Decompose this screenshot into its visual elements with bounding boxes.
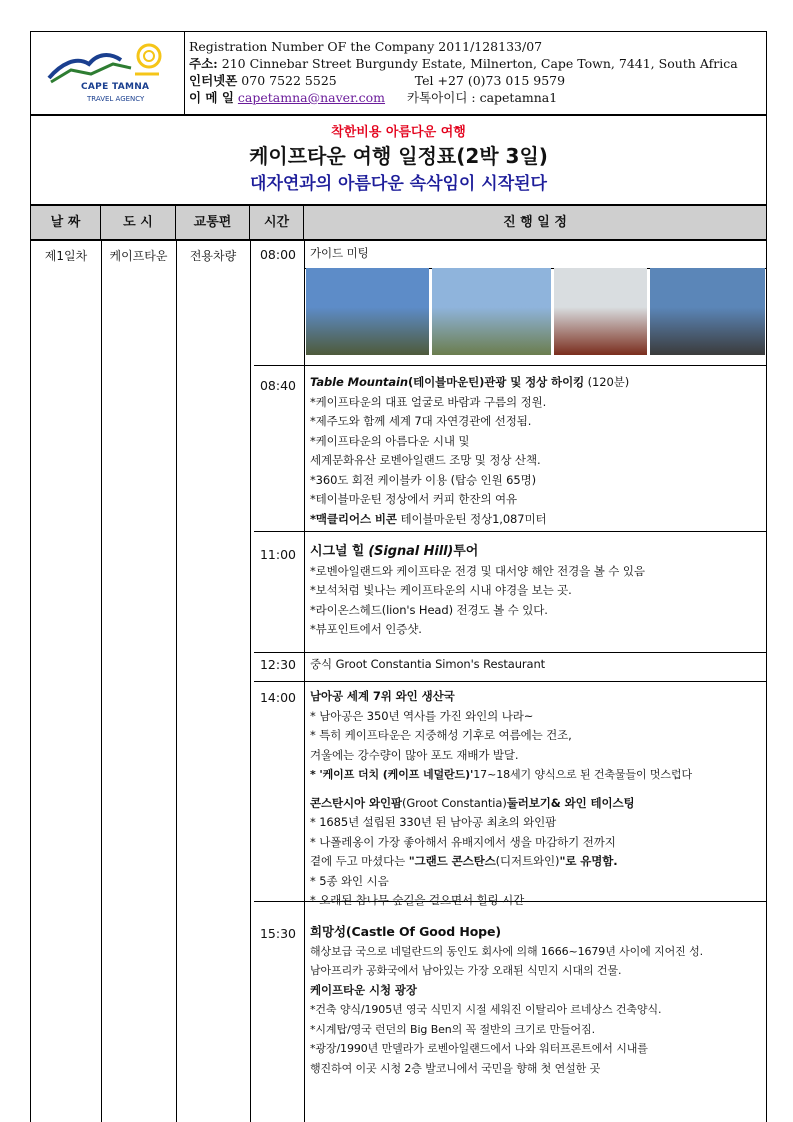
email-line [189, 89, 764, 106]
detail-line: 세계문화유산 로벤아일랜드 조망 및 정상 산책. [310, 453, 541, 467]
detail-pre: 곁에 두고 마셨다는 [310, 854, 409, 868]
time-0800: 08:00 [259, 247, 297, 262]
time-1230: 12:30 [259, 657, 297, 672]
detail-line: 행진하여 이곳 시청 2층 발코니에서 국민을 향해 첫 연설한 곳 [310, 1061, 601, 1075]
detail-strong: *맥클리어스 비콘 [310, 511, 397, 526]
heading-italic: (Signal Hill) [368, 544, 454, 559]
detail-strong: * '케이프 더치 (케이프 네덜란드)' [310, 768, 474, 781]
city-label: 케이프타운 [109, 249, 168, 263]
schedule-text: 중식 Groot Constantia Simon's Restaurant [310, 657, 546, 671]
time-1100: 11:00 [259, 547, 297, 562]
day-label: 제1일차 [44, 249, 88, 263]
logo-title: CAPE TAMNA [81, 82, 150, 92]
sub-heading-rest: (Groot Constantia) [401, 795, 507, 810]
lunch-item [310, 655, 545, 675]
heading-strong: Table Mountain [310, 375, 408, 389]
time-0840: 08:40 [259, 378, 297, 393]
table-header [31, 206, 766, 241]
phone-label: 인터넷폰 [189, 73, 238, 88]
time-1530: 15:30 [259, 926, 297, 941]
time-1400: 14:00 [259, 690, 297, 705]
detail-line [310, 510, 629, 530]
kakao-id: 카톡아이디 : capetamna1 [407, 90, 558, 105]
heading-tail: (120분) [584, 375, 630, 389]
item-heading [310, 373, 629, 393]
divider [101, 239, 102, 1122]
col-city: 도 시 [101, 206, 176, 239]
detail-line: 남아프리카 공화국에서 남아있는 가장 오래된 식민지 시대의 건물. [310, 964, 622, 977]
detail-line: 겨울에는 강수량이 많아 포도 재배가 발달. [310, 747, 519, 762]
detail-line [310, 765, 692, 785]
detail-line: *시계탑/영국 런던의 Big Ben의 꼭 절반의 크기로 만들어짐. [310, 1022, 595, 1036]
item-heading: 희망성(Castle Of Good Hope) [310, 924, 502, 939]
item-heading [310, 542, 645, 562]
detail-line: *케이프타운의 아름다운 시내 및 [310, 433, 470, 448]
detail-line: *로벤아일랜드와 케이프타운 전경 및 대서양 해안 전경을 볼 수 있음 [310, 563, 645, 578]
detail-mid: (디저트와인) [495, 854, 560, 868]
divider [250, 239, 251, 1122]
row-divider [254, 365, 766, 366]
waterfront-evening-photo [650, 268, 765, 355]
title-block [31, 116, 766, 206]
divider [176, 239, 177, 1122]
detail-line: * 특히 케이프타운은 지중해성 기후로 여름에는 건조, [310, 728, 572, 742]
detail-line: *뷰포인트에서 인증샷. [310, 622, 422, 636]
wine-item [310, 687, 692, 911]
logo-box [31, 32, 185, 114]
detail-line: *광장/1990년 만델라가 로벤아일랜드에서 나와 워터프론트에서 시내를 [310, 1042, 648, 1055]
address-line [189, 55, 764, 72]
detail-post: "로 유명함. [559, 854, 618, 868]
detail-line: * 오래된 참나무 숲길을 걸으면서 힐링 시간 [310, 893, 525, 907]
detail-line: *360도 회전 케이블카 이용 (탑승 인원 65명) [310, 472, 536, 487]
detail-line: * 5종 와인 시음 [310, 873, 389, 888]
detail-line: * 나폴레옹이 가장 좋아해서 유배지에서 생을 마감하기 전까지 [310, 834, 616, 849]
detail-rest: 테이블마운틴 정상1,087미터 [396, 511, 547, 526]
page-subtitle: 대자연과의 아름다운 속삭임이 시작된다 [250, 174, 547, 194]
company-info [189, 38, 764, 106]
email-link[interactable]: capetamna@naver.com [237, 90, 386, 105]
heading-strong: 시그널 힐 [310, 544, 365, 559]
detail-line: *테이블마운틴 정상에서 커피 한잔의 여유 [310, 492, 518, 506]
heading-main: (테이블마운틴)관광 및 정상 하이킹 [407, 375, 585, 389]
schedule-item [310, 244, 369, 264]
lions-head-view-photo [432, 268, 551, 355]
detail-line: *제주도와 함께 세계 7대 자연경관에 선정됨. [310, 414, 532, 428]
detail-line: * 1685년 설립된 330년 된 남아공 최초의 와인팜 [310, 815, 557, 829]
table-mountain-cablecar-photo [306, 268, 429, 355]
row-divider [254, 681, 766, 682]
spacer [310, 785, 692, 794]
logo-subtitle: TRAVEL AGENCY [87, 95, 145, 103]
tel-number: Tel +27 (0)73 015 9579 [414, 73, 566, 88]
detail-line: *케이프타운의 대표 얼굴로 바람과 구름의 정원. [310, 394, 547, 409]
address-label: 주소: [189, 56, 218, 71]
row-divider [254, 652, 766, 653]
detail-line: *건축 양식/1905년 영국 식민지 시절 세워진 이탈리아 르네상스 건축양식. [310, 1003, 662, 1016]
registration-line: Registration Number OF the Company 2011/128133/07 [189, 39, 543, 54]
detail-line: *라이온스헤드(lion's Head) 전경도 볼 수 있다. [310, 602, 548, 617]
company-header [31, 32, 766, 116]
detail-line: 해상보급 국으로 네덜란드의 동인도 회사에 의해 1666~1679년 사이에 지어진 성. [310, 944, 703, 958]
col-time: 시간 [250, 206, 304, 239]
page-title: 케이프타운 여행 일정표(2박 3일) [249, 144, 548, 168]
detail-strong: "그랜드 콘스탄스 [408, 854, 496, 868]
sub-heading-tail: 둘러보기& 와인 테이스팅 [506, 795, 635, 810]
schedule-text: 가이드 미팅 [310, 246, 369, 260]
detail-line: *보석처럼 빛나는 케이프타운의 시내 야경을 보는 곳. [310, 583, 572, 597]
col-schedule: 진 행 일 정 [503, 215, 567, 230]
table-mountain-item [310, 373, 629, 529]
tagline: 착한비용 아름다운 여행 [331, 125, 466, 140]
phone-number: 070 7522 5525 [241, 73, 337, 88]
email-label: 이 메 일 [189, 90, 234, 105]
sub-heading-strong: 콘스탄시아 와인팜 [310, 795, 402, 810]
signal-hill-item [310, 542, 645, 640]
castle-item [310, 922, 703, 1078]
row-divider [254, 531, 766, 532]
col-transport: 교통편 [176, 206, 250, 239]
heading-main: 투어 [453, 544, 479, 559]
item-heading: 남아공 세계 7위 와인 생산국 [310, 689, 455, 703]
detail-rest: 17~18세기 양식으로 된 건축물들이 멋스럽다 [473, 768, 692, 781]
col-date: 날 짜 [31, 206, 101, 239]
sub-heading: 케이프타운 시청 광장 [310, 982, 417, 997]
detail-line: * 남아공은 350년 역사를 가진 와인의 나라~ [310, 708, 534, 723]
wine-bottle-photo [554, 268, 647, 355]
itinerary-sheet [30, 31, 767, 1122]
sub-heading [310, 794, 692, 814]
phone-line [189, 72, 764, 89]
transport-label: 전용차량 [189, 249, 237, 263]
detail-line [310, 852, 692, 872]
address-text: 210 Cinnebar Street Burgundy Estate, Milnerton, Cape Town, 7441, South Africa [221, 56, 738, 71]
